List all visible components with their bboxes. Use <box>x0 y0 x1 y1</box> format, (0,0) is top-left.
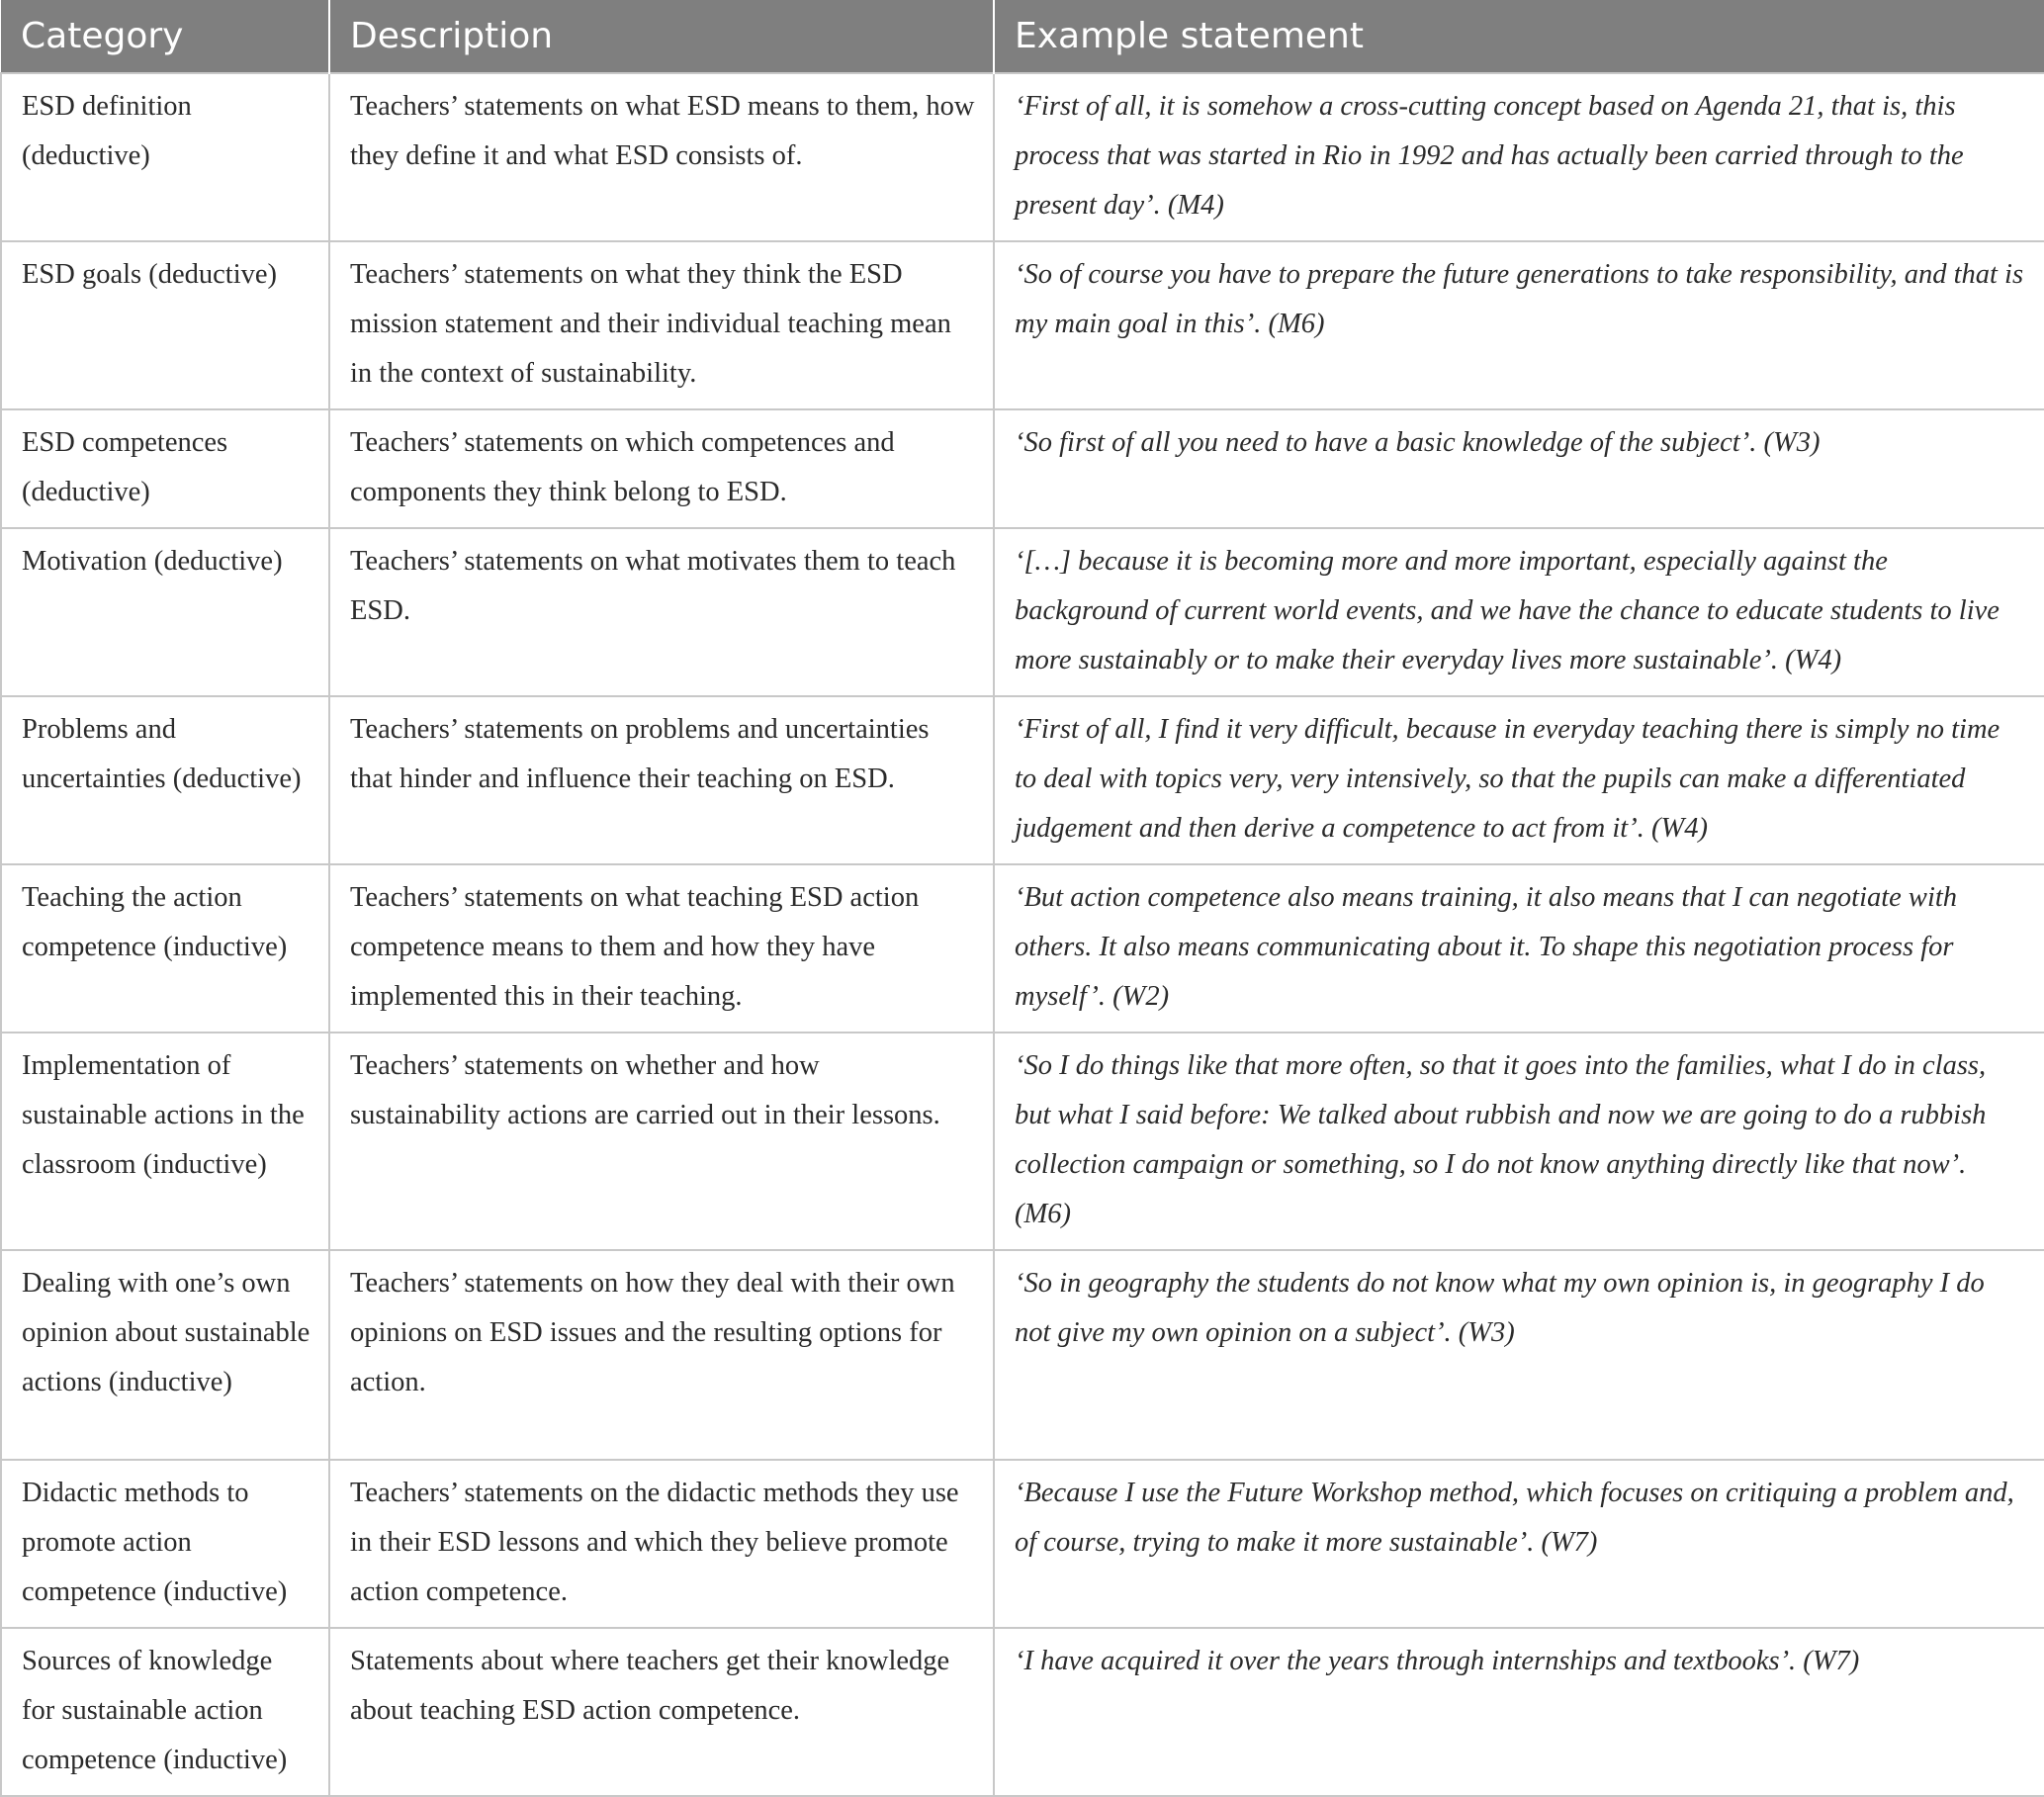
description-cell: Teachers’ statements on how they deal with their own opinions on ESD issues and the resulting options for action. <box>329 1250 994 1460</box>
description-cell: Teachers’ statements on problems and uncertainties that hinder and influence their teaching on ESD. <box>329 696 994 864</box>
description-cell: Teachers’ statements on the didactic methods they use in their ESD lessons and which they believe promote action competence. <box>329 1460 994 1628</box>
table-row <box>1 1460 2044 1628</box>
example-cell: ‘[…] because it is becoming more and more important, especially against the background of current world events, and we have the chance to educate students to live more sustainably or to make their everyday lives more sustainable’. (W4) <box>994 528 2044 696</box>
table-header <box>1 0 2044 73</box>
description-cell: Teachers’ statements on what teaching ESD action competence means to them and how they have implemented this in their teaching. <box>329 864 994 1033</box>
description-cell: Statements about where teachers get their knowledge about teaching ESD action competence. <box>329 1628 994 1796</box>
example-cell: ‘Because I use the Future Workshop method, which focuses on critiquing a problem and, of course, trying to make it more sustainable’. (W7) <box>994 1460 2044 1628</box>
table-row <box>1 1033 2044 1250</box>
table-row <box>1 864 2044 1033</box>
category-cell: Dealing with one’s own opinion about sustainable actions (inductive) <box>1 1250 329 1460</box>
header-category: Category <box>1 0 329 73</box>
table-row <box>1 73 2044 241</box>
example-cell: ‘So of course you have to prepare the future generations to take responsibility, and that is my main goal in this’. (M6) <box>994 241 2044 409</box>
table-row <box>1 241 2044 409</box>
category-cell: Didactic methods to promote action competence (inductive) <box>1 1460 329 1628</box>
category-cell: Implementation of sustainable actions in the classroom (inductive) <box>1 1033 329 1250</box>
example-cell: ‘So in geography the students do not know what my own opinion is, in geography I do not give my own opinion on a subject’. (W3) <box>994 1250 2044 1460</box>
table-body <box>1 73 2044 1796</box>
description-cell: Teachers’ statements on whether and how sustainability actions are carried out in their lessons. <box>329 1033 994 1250</box>
category-cell: ESD goals (deductive) <box>1 241 329 409</box>
header-example: Example statement <box>994 0 2044 73</box>
description-cell: Teachers’ statements on what they think the ESD mission statement and their individual teaching mean in the context of sustainability. <box>329 241 994 409</box>
category-cell: Teaching the action competence (inductive) <box>1 864 329 1033</box>
category-cell: ESD competences (deductive) <box>1 409 329 528</box>
description-cell: Teachers’ statements on what motivates them to teach ESD. <box>329 528 994 696</box>
example-cell: ‘But action competence also means training, it also means that I can negotiate with others. It also means communicating about it. To shape this negotiation process for myself’. (W2) <box>994 864 2044 1033</box>
example-cell: ‘First of all, I find it very difficult, because in everyday teaching there is simply no time to deal with topics very, very intensively, so that the pupils can make a differentiated judgement and then derive a competence to act from it’. (W4) <box>994 696 2044 864</box>
description-cell: Teachers’ statements on what ESD means to them, how they define it and what ESD consists of. <box>329 73 994 241</box>
example-cell: ‘So first of all you need to have a basic knowledge of the subject’. (W3) <box>994 409 2044 528</box>
category-cell: Sources of knowledge for sustainable action competence (inductive) <box>1 1628 329 1796</box>
category-cell: ESD definition (deductive) <box>1 73 329 241</box>
example-cell: ‘I have acquired it over the years through internships and textbooks’. (W7) <box>994 1628 2044 1796</box>
table-row <box>1 1628 2044 1796</box>
table-row <box>1 696 2044 864</box>
category-cell: Problems and uncertainties (deductive) <box>1 696 329 864</box>
example-cell: ‘First of all, it is somehow a cross-cutting concept based on Agenda 21, that is, this process that was started in Rio in 1992 and has actually been carried through to the present day’. (M4) <box>994 73 2044 241</box>
header-description: Description <box>329 0 994 73</box>
category-cell: Motivation (deductive) <box>1 528 329 696</box>
example-cell: ‘So I do things like that more often, so that it goes into the families, what I do in class, but what I said before: We talked about rubbish and now we are going to do a rubbish collection campaign or something, so I do not know anything directly like that now’. (M6) <box>994 1033 2044 1250</box>
description-cell: Teachers’ statements on which competences and components they think belong to ESD. <box>329 409 994 528</box>
table-row <box>1 1250 2044 1460</box>
header-row <box>1 0 2044 73</box>
table-row <box>1 409 2044 528</box>
table-row <box>1 528 2044 696</box>
